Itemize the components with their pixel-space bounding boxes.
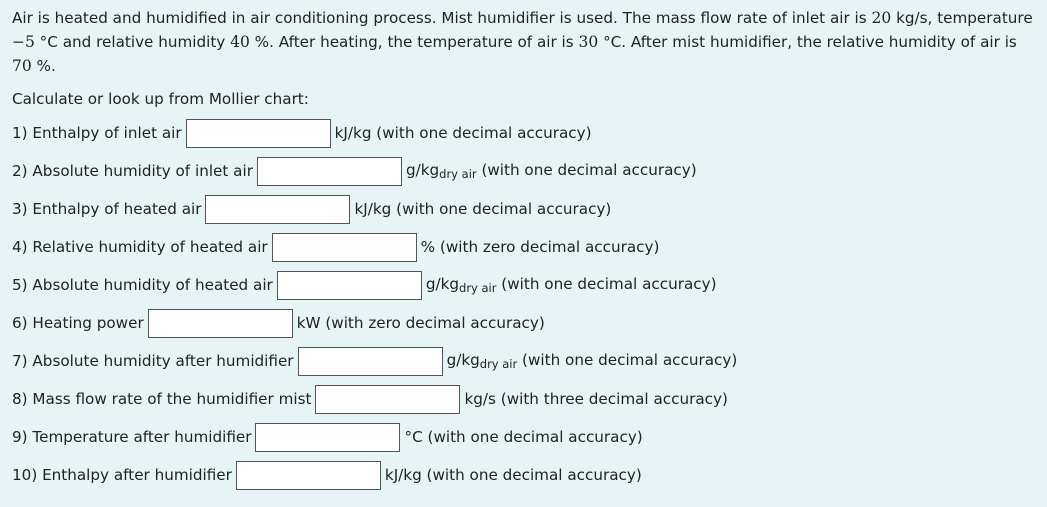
unit-label: %	[420, 238, 436, 256]
problem-statement	[12, 6, 1035, 78]
accuracy-note: (with one decimal accuracy)	[476, 161, 697, 179]
unit-label: g/kg	[405, 161, 440, 179]
intro-text-6: %.	[31, 57, 56, 75]
question-label: 8) Mass flow rate of the humidifier mist	[12, 390, 312, 408]
unit-label: kW	[296, 314, 321, 332]
heated-temperature-value: 30	[578, 33, 599, 51]
unit-text	[354, 200, 611, 218]
intro-text-1: Air is heated and humidified in air conditioning process. Mist humidifier is used. The mass flow rate of inlet air is	[12, 9, 872, 27]
unit-label: °C	[404, 428, 423, 446]
accuracy-note: (with one decimal accuracy)	[422, 428, 643, 446]
accuracy-note: (with one decimal accuracy)	[371, 124, 592, 142]
answer-input[interactable]	[257, 157, 402, 186]
question-label: 5) Absolute humidity of heated air	[12, 276, 273, 294]
question-label: 7) Absolute humidity after humidifier	[12, 352, 294, 370]
unit-text	[426, 275, 717, 295]
intro-text-5: °C. After mist humidifier, the relative humidity of air is	[598, 33, 1017, 51]
question-row	[12, 194, 1035, 224]
unit-subscript: dry air	[459, 281, 497, 295]
accuracy-note: (with one decimal accuracy)	[496, 275, 717, 293]
answer-input[interactable]	[236, 461, 381, 490]
inlet-temperature-value: −5	[12, 33, 35, 51]
unit-text	[385, 466, 642, 484]
mass-flow-value: 20	[871, 9, 892, 27]
answer-input[interactable]	[277, 271, 422, 300]
answer-input[interactable]	[148, 309, 293, 338]
final-rh-value: 70	[12, 57, 32, 75]
accuracy-note: (with zero decimal accuracy)	[435, 238, 660, 256]
accuracy-note: (with zero decimal accuracy)	[320, 314, 545, 332]
question-row	[12, 308, 1035, 338]
intro-text-3: °C and relative humidity	[34, 33, 231, 51]
question-label: 10) Enthalpy after humidifier	[12, 466, 232, 484]
unit-text	[421, 238, 660, 256]
unit-subscript: dry air	[439, 167, 477, 181]
accuracy-note: (with one decimal accuracy)	[517, 351, 738, 369]
answer-input[interactable]	[255, 423, 400, 452]
intro-text-4: %. After heating, the temperature of air is	[249, 33, 579, 51]
question-label: 3) Enthalpy of heated air	[12, 200, 202, 218]
question-row	[12, 270, 1035, 300]
instruction-text: Calculate or look up from Mollier chart:	[12, 90, 309, 108]
question-label: 4) Relative humidity of heated air	[12, 238, 268, 256]
unit-text	[464, 390, 727, 408]
unit-label: kg/s	[464, 390, 496, 408]
unit-text	[447, 351, 738, 371]
question-row	[12, 232, 1035, 262]
accuracy-note: (with one decimal accuracy)	[421, 466, 642, 484]
unit-label: g/kg	[446, 351, 480, 369]
unit-text	[406, 161, 697, 181]
question-row	[12, 422, 1035, 452]
unit-text	[404, 428, 642, 446]
question-label: 2) Absolute humidity of inlet air	[12, 162, 253, 180]
answer-input[interactable]	[186, 119, 331, 148]
accuracy-note: (with three decimal accuracy)	[495, 390, 728, 408]
question-label: 1) Enthalpy of inlet air	[12, 124, 182, 142]
unit-label: g/kg	[425, 275, 460, 293]
question-row	[12, 156, 1035, 186]
answer-input[interactable]	[272, 233, 417, 262]
question-row	[12, 346, 1035, 376]
unit-label: kJ/kg	[334, 124, 372, 142]
answer-input[interactable]	[315, 385, 460, 414]
answer-input[interactable]	[205, 195, 350, 224]
answer-input[interactable]	[298, 347, 443, 376]
answer-list	[12, 118, 1035, 490]
intro-text-2: kg/s, temperature	[891, 9, 1033, 27]
unit-label: kJ/kg	[354, 200, 392, 218]
question-label: 9) Temperature after humidifier	[12, 428, 252, 446]
unit-text	[335, 124, 592, 142]
question-row	[12, 384, 1035, 414]
accuracy-note: (with one decimal accuracy)	[391, 200, 612, 218]
inlet-rh-value: 40	[230, 33, 250, 51]
question-row	[12, 118, 1035, 148]
question-label: 6) Heating power	[12, 314, 144, 332]
unit-text	[297, 314, 545, 332]
unit-subscript: dry air	[479, 357, 518, 371]
question-row	[12, 460, 1035, 490]
unit-label: kJ/kg	[384, 466, 422, 484]
